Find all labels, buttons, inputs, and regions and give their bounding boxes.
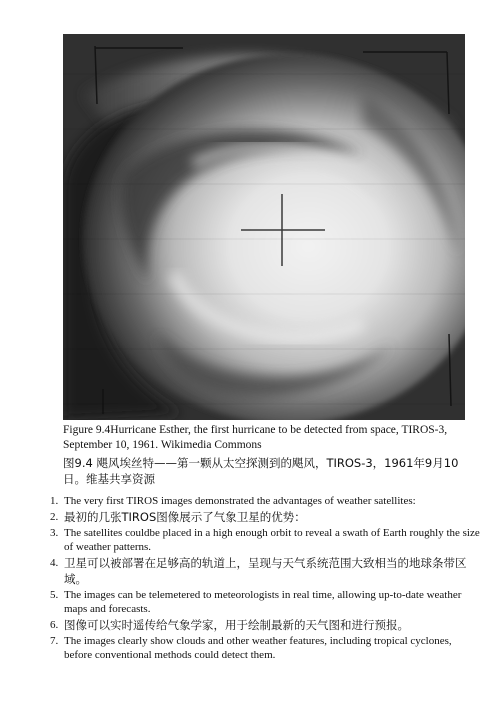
list-item-text: The images clearly show clouds and other weather features, including tropical cyclones, before conventional methods could detect them. [64, 635, 452, 661]
list-item-number: 5. [50, 589, 59, 601]
list-item-number: 4. [50, 557, 59, 569]
figure-caption-english: Figure 9.4Hurricane Esther, the first hurricane to be detected from space, TIROS-3, September 10, 1961. Wikimedia Commons [63, 424, 448, 451]
figure-caption-chinese: 图9.4 飓风埃丝特——第一颗从太空探测到的飓风，TIROS-3，1961年9月10日。维基共享资源 [63, 456, 459, 486]
satellite-hurricane-photo-icon [63, 34, 465, 420]
list-item [50, 526, 480, 554]
list-item [50, 634, 480, 662]
list-item-text: 卫星可以被部署在足够高的轨道上，呈现与天气系统范围大致相当的地球条带区域。 [64, 556, 467, 586]
list-item-number: 1. [50, 495, 59, 507]
list-item [50, 617, 480, 633]
list-item [50, 494, 480, 508]
list-item-number: 6. [50, 619, 59, 631]
list-item-text: The satellites couldbe placed in a high enough orbit to reveal a swath of Earth roughly the size of weather patterns. [64, 527, 480, 553]
list-item [50, 588, 480, 616]
numbered-list [50, 494, 480, 663]
list-item-text: 最初的几张TIROS图像展示了气象卫星的优势： [64, 510, 306, 524]
list-item [50, 509, 480, 525]
list-item-number: 2. [50, 511, 59, 523]
figure-caption [63, 423, 473, 487]
list-item-text: The very first TIROS images demonstrated the advantages of weather satellites: [64, 495, 416, 507]
list-item-text: The images can be telemetered to meteorologists in real time, allowing up-to-date weather maps and forecasts. [64, 589, 462, 615]
list-item-number: 3. [50, 527, 59, 539]
hurricane-satellite-image [63, 34, 465, 420]
list-item-number: 7. [50, 635, 59, 647]
list-item [50, 555, 480, 587]
list-item-text: 图像可以实时遥传给气象学家，用于绘制最新的天气图和进行预报。 [64, 618, 409, 632]
